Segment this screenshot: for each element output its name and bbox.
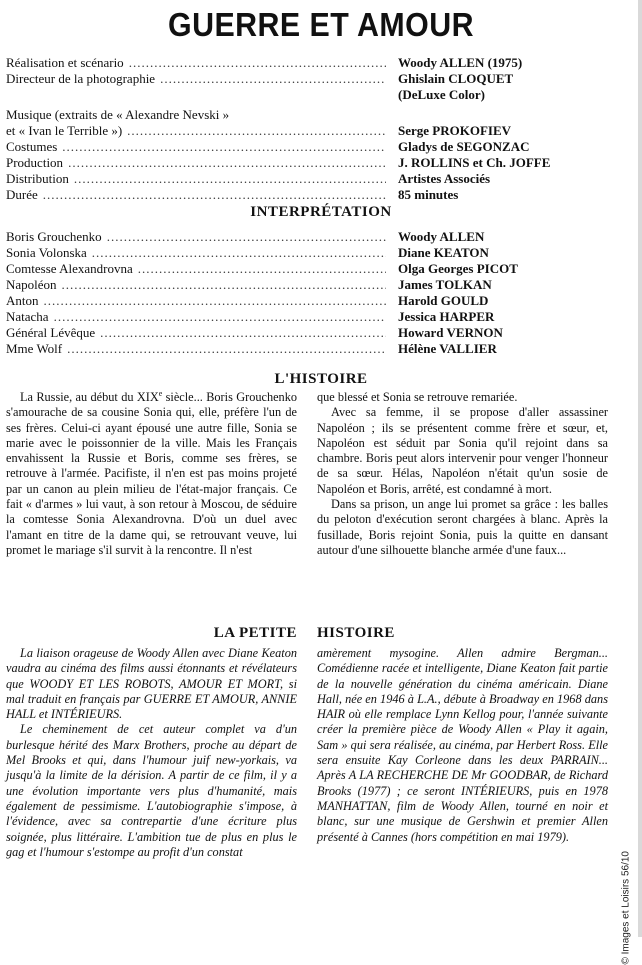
credit-label: Production [6, 155, 64, 170]
story-paragraph: que blessé et Sonia se retrouve remariée. [317, 390, 518, 404]
cast-actor: Hélène VALLIER [398, 341, 497, 356]
credit-label: Réalisation et scénario [6, 55, 124, 70]
credit-label: Directeur de la photographie [6, 71, 156, 86]
petite-heading [6, 625, 608, 642]
story-section [6, 390, 608, 558]
credit-row [6, 55, 636, 71]
credit-label: Distribution [6, 171, 69, 186]
cast-actor: Howard VERNON [398, 325, 503, 340]
cast-role: Napoléon [6, 277, 57, 292]
cast-actor: Diane KEATON [398, 245, 489, 260]
petite-heading-left: LA PETITE [213, 625, 297, 641]
cast-role: Boris Grouchenko [6, 229, 102, 244]
credit-label: Durée [6, 187, 38, 202]
cast-actor: Jessica HARPER [398, 309, 495, 324]
credit-row [6, 87, 636, 103]
cast-row [6, 229, 636, 245]
credit-row [6, 155, 636, 171]
cast-role: Comtesse Alexandrovna [6, 261, 133, 276]
cast-heading: INTERPRÉTATION [250, 204, 392, 220]
credit-row [6, 187, 636, 203]
cast-role: Natacha [6, 309, 49, 324]
cast-role: Mme Wolf [6, 341, 63, 356]
credit-value: Ghislain CLOQUET [398, 71, 514, 86]
credit-row [6, 71, 636, 87]
story-heading: L'HISTOIRE [274, 371, 368, 387]
story-paragraph: La Russie, au début du XIXe siècle... Boris Grouchenko s'amourache de sa cousine Sonia qui, elle, préfère l'un de ses frères. Celui-ci ayant épousé une autre fille, Sonia se marie avec le poissonnier de la ville. Mais les Français envahissent la Russie et Boris, comme ses frères, se retrouve à l'armée. Pacifiste, il n'en est pas moins projeté par un canon au plein milieu de l'état-major français. Ce fait « d'armes » lui vaut, à son retour à Moscou, de séduire la comtesse Sonia Alexandrovna. D'où un duel avec l'amant en titre de la dame qui, se retrouvant veuve, lui promet le mariage s'il survit à la rencontre. Il n'est [6, 388, 297, 557]
cast-role: Anton [6, 293, 39, 308]
story-paragraph: Dans sa prison, un ange lui promet sa grâce : les balles du peloton d'exécution seront chargées à blanc. Après la fusillade, Boris rejoint Sonia, puis la quitte en dansant autour d'une silhouette blanche armée d'une faux... [317, 497, 608, 557]
petite-column-left [6, 646, 297, 860]
cast-actor: James TOLKAN [398, 277, 492, 292]
cast-row [6, 309, 636, 325]
story-column-right [317, 390, 608, 558]
cast-actor: Woody ALLEN [398, 229, 485, 244]
credit-value: Gladys de SEGONZAC [398, 139, 530, 154]
story-column-left [6, 390, 297, 558]
petite-column-right [317, 646, 608, 860]
credits-block [6, 55, 636, 203]
cast-role: Général Lévêque [6, 325, 96, 340]
cast-role: Sonia Volonska [6, 245, 87, 260]
credit-value: J. ROLLINS et Ch. JOFFE [398, 155, 551, 170]
credit-value: Artistes Associés [398, 171, 491, 186]
petite-paragraph: amèrement mysogine. Allen admire Bergman... Comédienne racée et intelligente, Diane Keaton fait partie de la nouvelle génération du cinéma américain. Diane Hall, née en 1946 à L.A., débute à Broadway en 1968 dans HAIR où elle remplace Lynn Kellog pour, l'année suivante créer la première pièce de Woody Allen « Play it again, Sam » qui sera réalisée, au cinéma, par Herbert Ross. Elle sera ensuite Kay Corleone dans les deux PARRAIN... Après A LA RECHERCHE DE Mr GOODBAR, de Richard Brooks (1977) ; ce seront INTÉRIEURS, puis en 1978 MANHATTAN, film de Woody Allen, tourné en noir et blanc, sur une musique de Gershwin et premier Allen présenté à Cannes (hors compétition en mai 1979). [317, 646, 608, 844]
credit-label: Costumes [6, 139, 58, 154]
cast-row [6, 277, 636, 293]
petite-heading-right: HISTOIRE [317, 625, 395, 641]
petite-paragraph: La liaison orageuse de Woody Allen avec Diane Keaton vaudra au cinéma des films aussi étonnants et révélateurs que WOODY ET LES ROBOTS, AMOUR ET MORT, si mal traduit en français par GUERRE ET AMOUR, ANNIE HALL et INTÉRIEURS. [6, 646, 297, 722]
credit-row [6, 139, 636, 155]
cast-actor: Harold GOULD [398, 293, 489, 308]
credit-row [6, 123, 636, 139]
credit-value: Woody ALLEN (1975) [398, 55, 523, 70]
page-title: GUERRE ET AMOUR [167, 6, 475, 43]
credit-label: Musique (extraits de « Alexandre Nevski » [6, 107, 230, 122]
cast-row [6, 293, 636, 309]
credit-label: et « Ivan le Terrible ») [6, 123, 123, 138]
cast-row [6, 245, 636, 261]
cast-row [6, 261, 636, 277]
cast-row [6, 325, 636, 341]
page-edge [638, 0, 642, 937]
credit-value: (DeLuxe Color) [398, 87, 486, 102]
cast-block [6, 229, 636, 357]
story-paragraph: Avec sa femme, il se propose d'aller assassiner Napoléon ; ils se présentent comme frère et sœur, et, Napoléon est séduit par Sonia qu'il rejoint dans sa chambre. Boris peut alors intervenir pour venger l'honneur de sa sœur. Hélas, Napoléon n'était qu'un sosie de Napoléon et Boris, arrêté, est condamné à mort. [317, 405, 608, 496]
cast-actor: Olga Georges PICOT [398, 261, 518, 276]
cast-row [6, 341, 636, 357]
credit-value: Serge PROKOFIEV [398, 123, 512, 138]
copyright-notice: © Images et Loisirs 56/10 [621, 851, 632, 965]
credit-row [6, 107, 636, 123]
petite-section [6, 646, 608, 860]
credit-value: 85 minutes [398, 187, 459, 202]
credit-row [6, 171, 636, 187]
petite-paragraph: Le cheminement de cet auteur complet va d'un burlesque hérité des Marx Brothers, proche au départ de Mel Brooks et qui, dans l'humour juif new-yorkais, va jusqu'à la limite de la dérision. A partir de ce film, il y a une évolution importante vers plus d'humanité, mais également de pessimisme. L'autobiographie s'impose, à l'évidence, avec sa contrepartie d'une écriture plus soignée, plus littéraire. L'ambition tue de plus en plus le gag et l'humour s'estompe au profit d'un constat [6, 722, 297, 859]
